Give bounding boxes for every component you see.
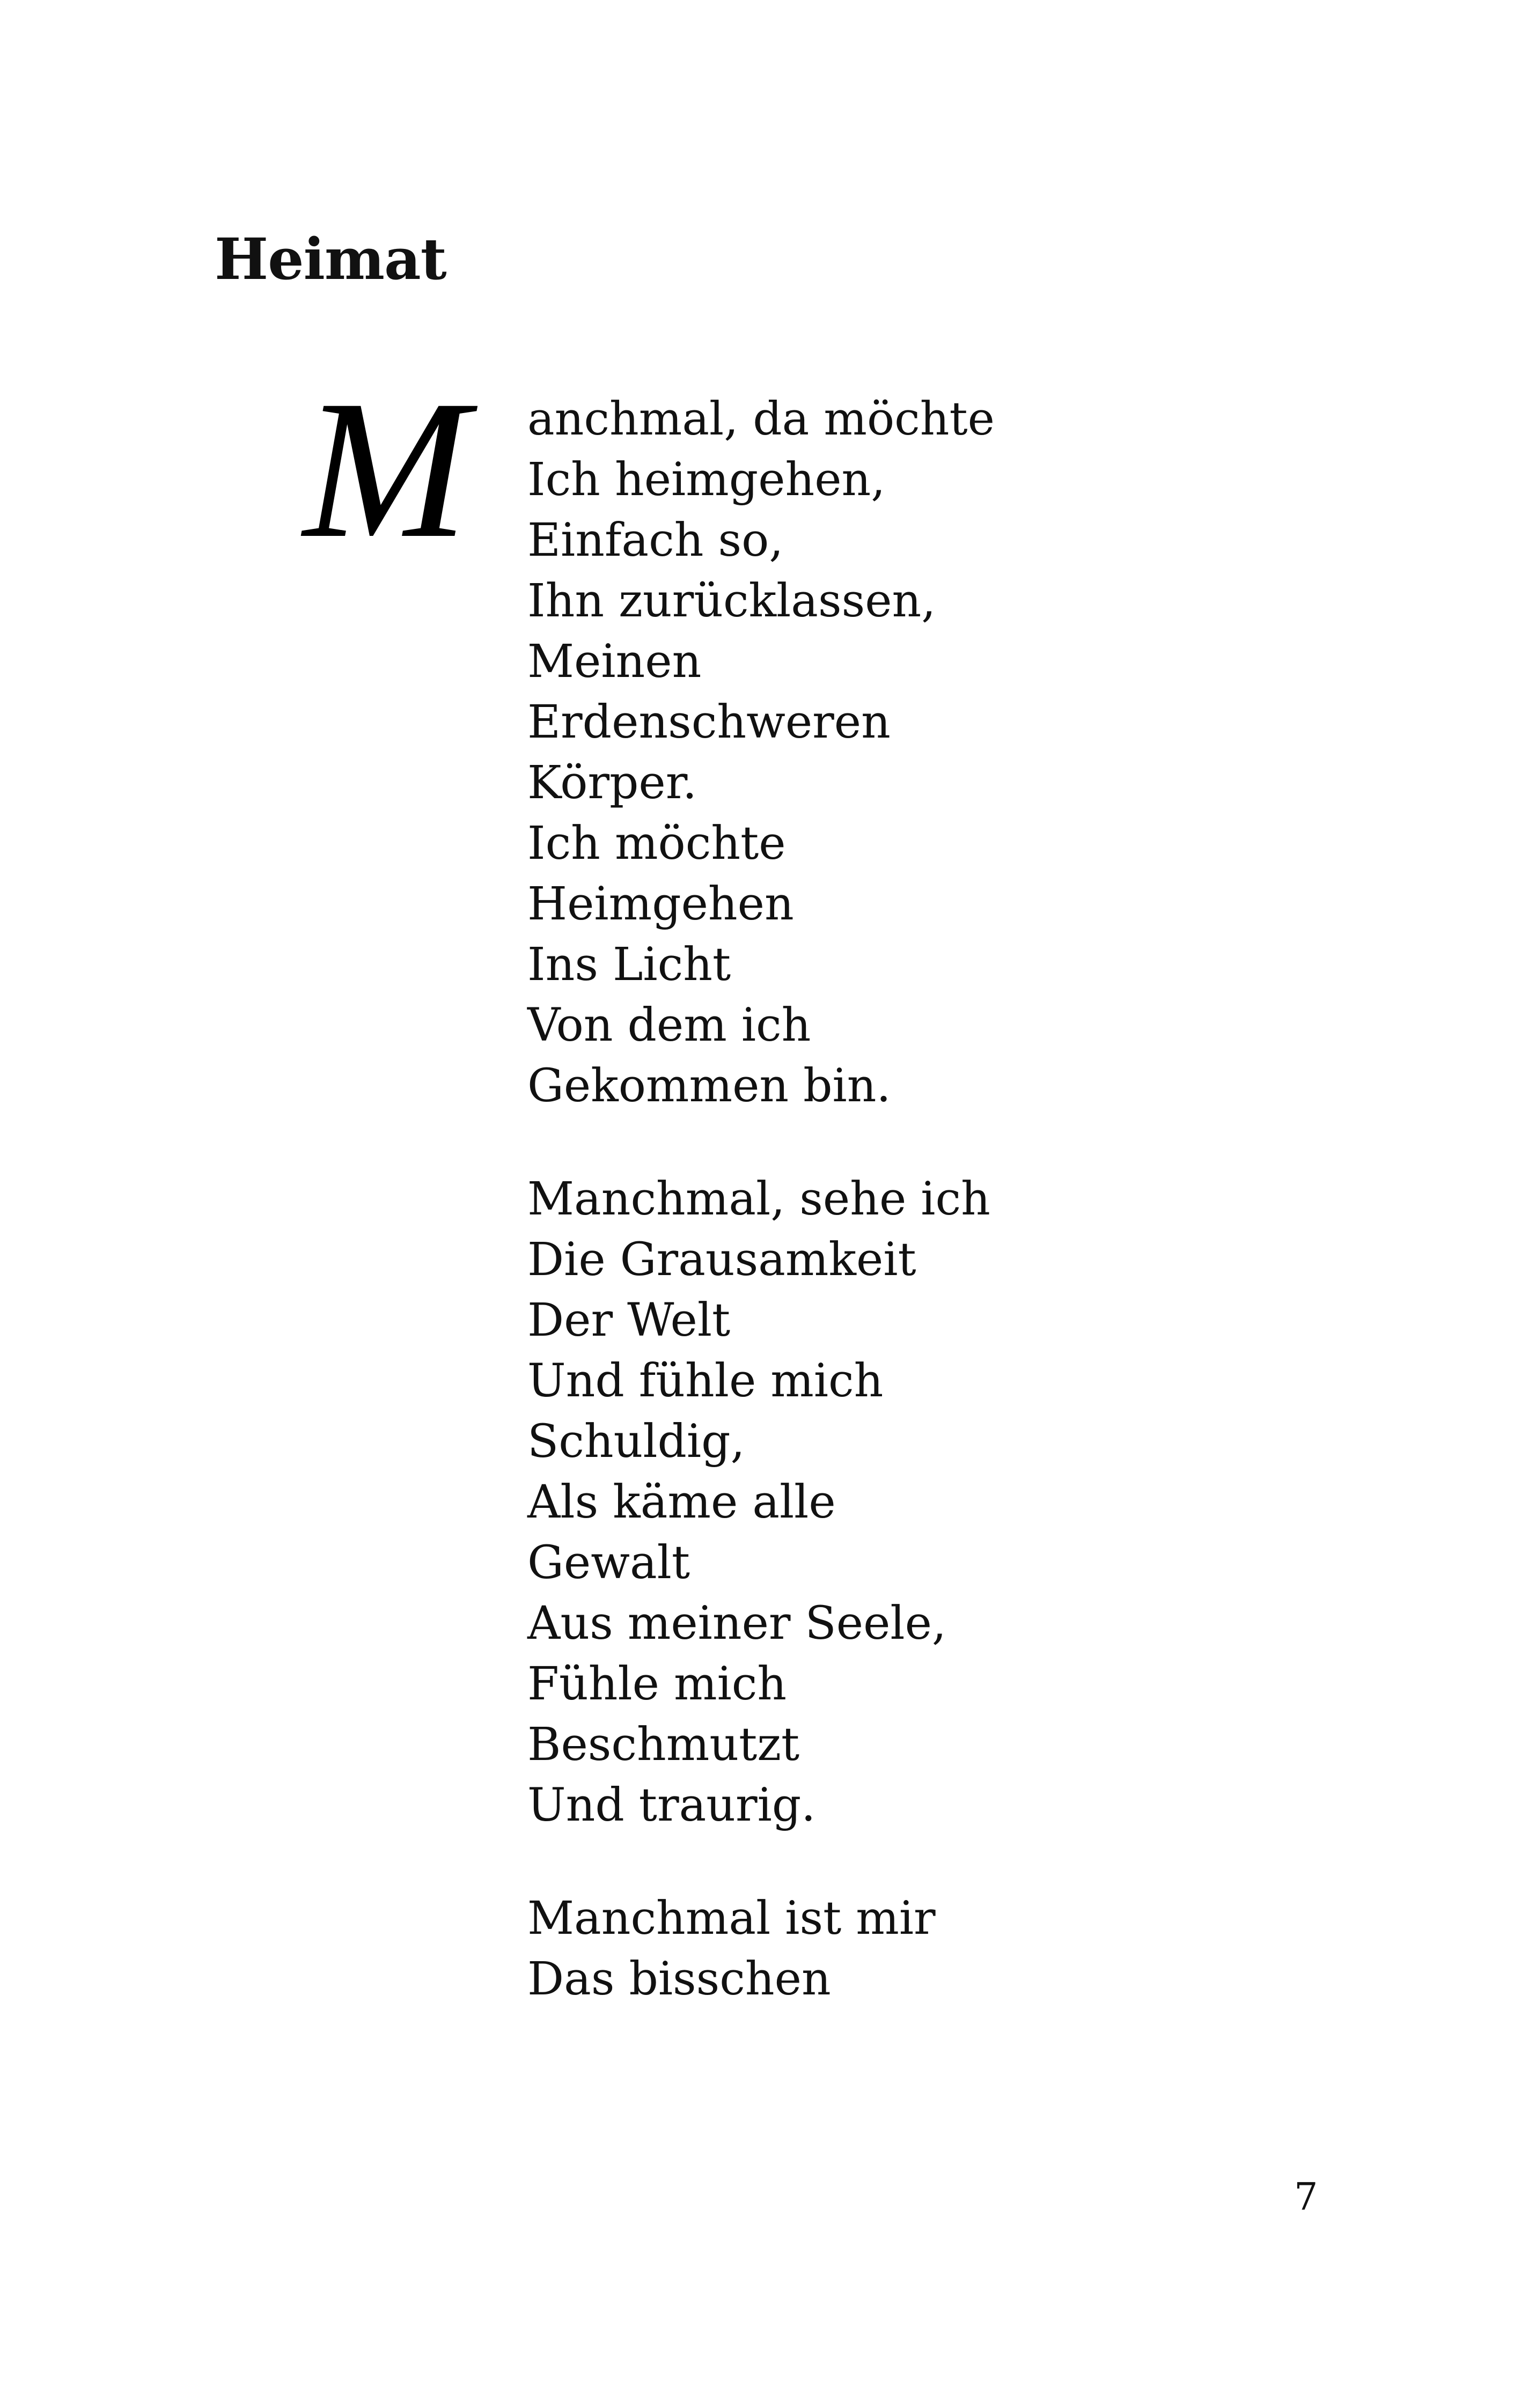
poem-body bbox=[527, 389, 995, 2009]
poem-line: Und fühle mich bbox=[527, 1354, 884, 1408]
poem-line: Manchmal ist mir bbox=[527, 1892, 936, 1945]
poem-line: Beschmutzt bbox=[527, 1718, 800, 1771]
drop-cap: M bbox=[303, 359, 469, 579]
poem-line: Ich möchte bbox=[527, 817, 786, 870]
poem-line: Der Welt bbox=[527, 1294, 731, 1347]
poem-line: anchmal, da möchte bbox=[527, 393, 995, 446]
poem-line: Heimgehen bbox=[527, 878, 794, 931]
poem-line: Manchmal, sehe ich bbox=[527, 1173, 990, 1226]
page-number: 7 bbox=[1294, 2175, 1318, 2219]
stanza bbox=[527, 1888, 995, 2009]
poem-line: Als käme alle bbox=[527, 1476, 836, 1529]
poem-line: Die Grausamkeit bbox=[527, 1233, 916, 1286]
poem-line: Gekommen bin. bbox=[527, 1059, 891, 1113]
poem-line: Ihn zurücklassen, bbox=[527, 575, 936, 628]
stanza bbox=[527, 1169, 995, 1836]
poem-line: Und traurig. bbox=[527, 1779, 816, 1832]
poem-line: Aus meiner Seele, bbox=[527, 1597, 946, 1650]
poem-title: Heimat bbox=[215, 225, 446, 292]
poem-line: Körper. bbox=[527, 756, 697, 809]
poem-line: Das bisschen bbox=[527, 1953, 831, 2006]
poem-line: Meinen bbox=[527, 635, 702, 688]
poem-line: Ich heimgehen, bbox=[527, 453, 886, 506]
poem-line: Erdenschweren bbox=[527, 696, 891, 749]
poem-line: Fühle mich bbox=[527, 1658, 787, 1711]
stanza bbox=[527, 389, 995, 1116]
poem-line: Schuldig, bbox=[527, 1415, 745, 1468]
poem-line: Von dem ich bbox=[527, 999, 811, 1052]
poem-line: Gewalt bbox=[527, 1536, 690, 1589]
poem-line: Ins Licht bbox=[527, 938, 731, 991]
poem-line: Einfach so, bbox=[527, 514, 784, 567]
